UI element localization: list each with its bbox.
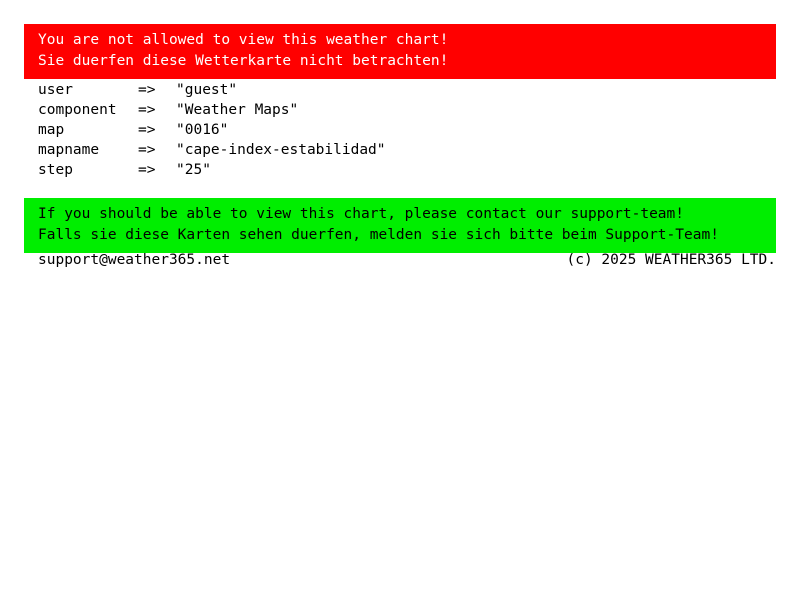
parameter-row-component xyxy=(38,100,778,120)
parameter-value: "25" xyxy=(176,162,211,178)
parameter-arrow: => xyxy=(138,102,156,118)
support-banner-line-de: Falls sie diese Karten sehen duerfen, melden sie sich bitte beim Support-Team! xyxy=(38,227,719,243)
parameter-value: "cape-index-estabilidad" xyxy=(176,142,386,158)
parameter-arrow: => xyxy=(138,162,156,178)
error-banner-line-en: You are not allowed to view this weather chart! xyxy=(38,32,449,48)
parameter-key: user xyxy=(38,82,73,98)
parameter-arrow: => xyxy=(138,122,156,138)
parameter-list xyxy=(38,80,778,180)
footer xyxy=(38,250,776,270)
parameter-value: "Weather Maps" xyxy=(176,102,299,118)
parameter-value: "guest" xyxy=(176,82,238,98)
parameter-row-map xyxy=(38,120,778,140)
parameter-row-mapname xyxy=(38,140,778,160)
support-banner xyxy=(24,198,776,253)
parameter-key: map xyxy=(38,122,65,138)
error-banner-line-de: Sie duerfen diese Wetterkarte nicht betrachten! xyxy=(38,53,449,69)
support-email-link[interactable]: support@weather365.net xyxy=(38,252,231,268)
error-banner xyxy=(24,24,776,79)
parameter-key: mapname xyxy=(38,142,100,158)
parameter-row-step xyxy=(38,160,778,180)
support-banner-line-en: If you should be able to view this chart, please contact our support-team! xyxy=(38,206,685,222)
parameter-key: step xyxy=(38,162,73,178)
copyright-text: (c) 2025 WEATHER365 LTD. xyxy=(566,252,776,268)
parameter-value: "0016" xyxy=(176,122,229,138)
parameter-row-user xyxy=(38,80,778,100)
parameter-arrow: => xyxy=(138,142,156,158)
parameter-key: component xyxy=(38,102,117,118)
parameter-arrow: => xyxy=(138,82,156,98)
